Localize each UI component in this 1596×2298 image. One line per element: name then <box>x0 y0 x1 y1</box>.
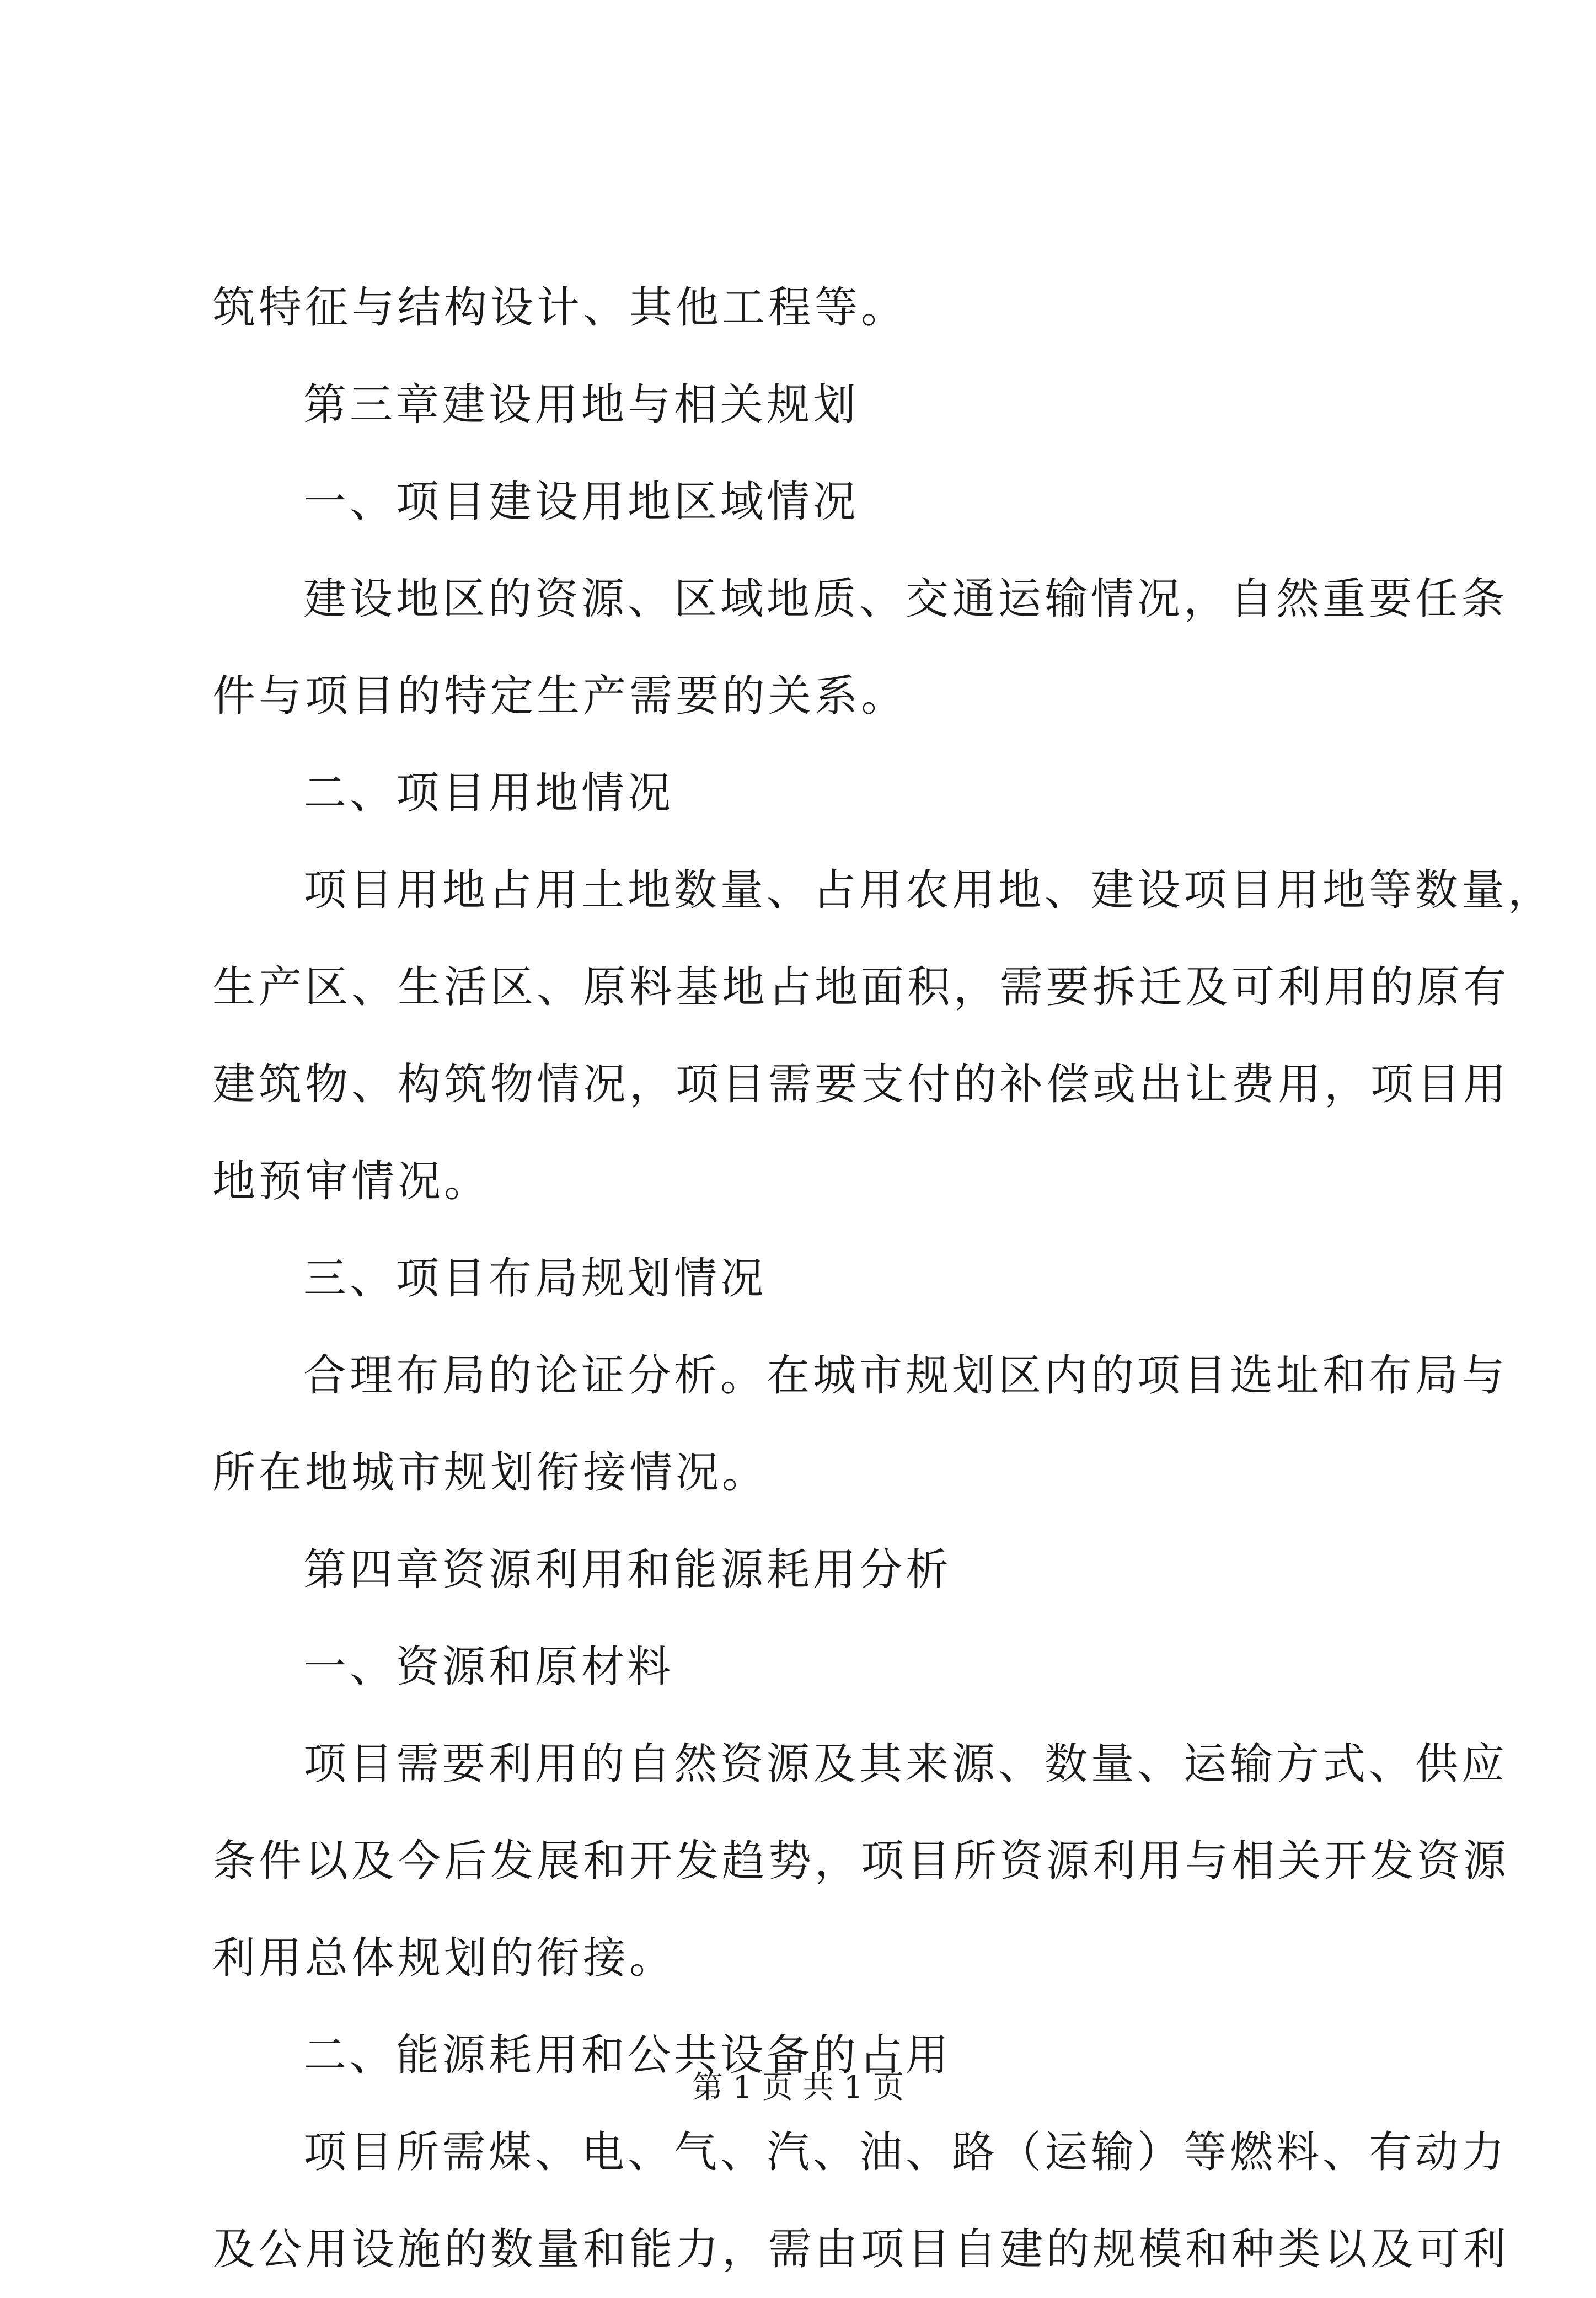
document-body <box>212 259 1555 2298</box>
section-heading: 三、项目布局规划情况 <box>303 1254 767 1303</box>
text-line: 及公用设施的数量和能力，需由项目自建的规模和种类以及可利 <box>212 2225 1510 2274</box>
text-line: 利用总体规划的衔接。 <box>212 1933 676 1983</box>
text-line: 生产区、生活区、原料基地占地面积，需要拆迁及可利用的原有 <box>212 963 1510 1012</box>
text-line: 所在地城市规划衔接情况。 <box>212 1448 769 1498</box>
section-heading: 二、项目用地情况 <box>303 768 674 818</box>
text-line: 建设地区的资源、区域地质、交通运输情况，自然重要任条 <box>303 574 1508 624</box>
chapter-heading: 第四章资源利用和能源耗用分析 <box>303 1545 952 1595</box>
section-heading: 一、资源和原材料 <box>303 1642 674 1692</box>
text-line: 合理布局的论证分析。在城市规划区内的项目选址和布局与 <box>303 1351 1508 1401</box>
text-line: 条件以及今后发展和开发趋势，项目所资源利用与相关开发资源 <box>212 1836 1510 1886</box>
section-heading: 二、能源耗用和公共设备的占用 <box>303 2030 952 2080</box>
page-footer: 第 1 页 共 1 页 <box>692 2070 904 2105</box>
text-line: 项目所需煤、电、气、汽、油、路（运输）等燃料、有动力 <box>303 2128 1508 2177</box>
section-heading: 一、项目建设用地区域情况 <box>303 477 860 527</box>
text-line: 筑特征与结构设计、其他工程等。 <box>212 283 908 333</box>
text-line: 建筑物、构筑物情况，项目需要支付的补偿或出让费用，项目用 <box>212 1060 1510 1109</box>
text-line: 项目需要利用的自然资源及其来源、数量、运输方式、供应 <box>303 1739 1508 1789</box>
text-line: 项目用地占用土地数量、占用农用地、建设项目用地等数量， <box>303 865 1555 915</box>
chapter-heading: 第三章建设用地与相关规划 <box>303 380 860 430</box>
text-line: 地预审情况。 <box>212 1157 491 1206</box>
text-line: 件与项目的特定生产需要的关系。 <box>212 671 908 721</box>
